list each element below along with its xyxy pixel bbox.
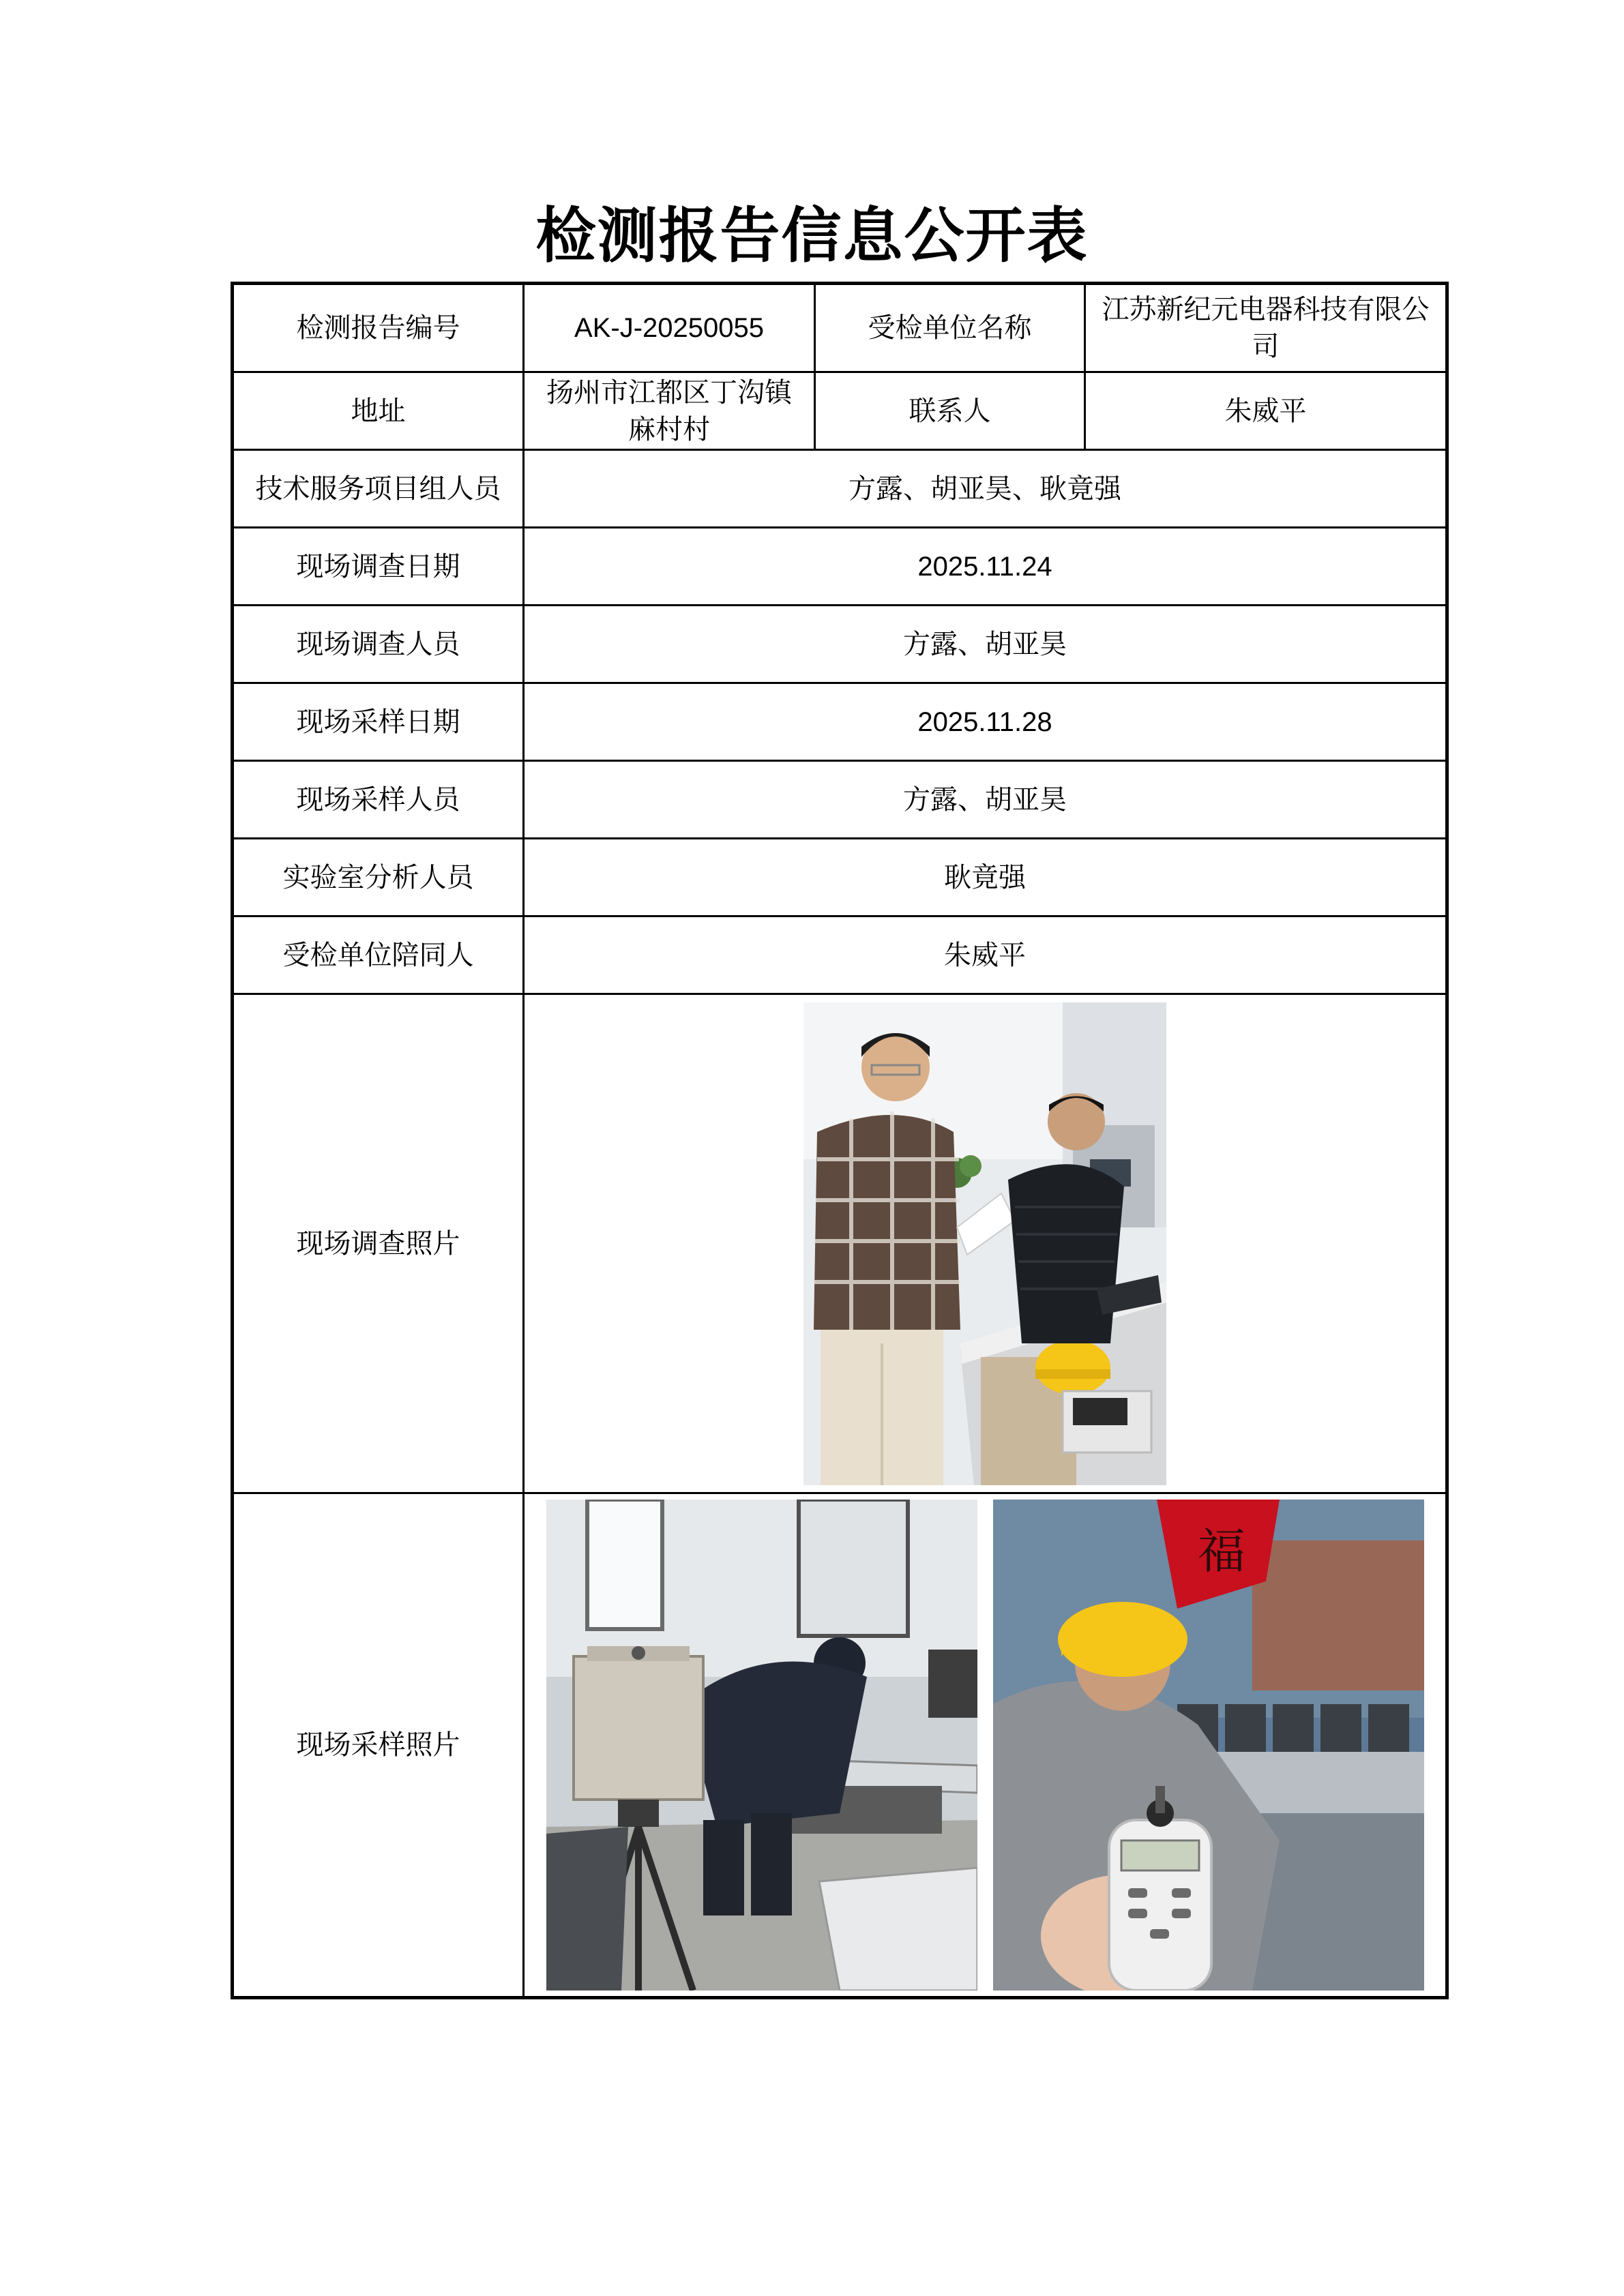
contact-label: 联系人 bbox=[815, 372, 1085, 450]
sampling-staff-label: 现场采样人员 bbox=[233, 761, 524, 839]
noise-meter-sampling-photo bbox=[993, 1500, 1424, 1991]
sampling-date-label: 现场采样日期 bbox=[233, 683, 524, 761]
table-row bbox=[233, 284, 1447, 372]
table-row bbox=[233, 683, 1447, 761]
table-row bbox=[233, 761, 1447, 839]
table-row bbox=[233, 606, 1447, 683]
survey-staff-label: 现场调查人员 bbox=[233, 606, 524, 683]
report-no-label: 检测报告编号 bbox=[233, 284, 524, 372]
survey-photo-label: 现场调查照片 bbox=[233, 994, 524, 1493]
report-info-table bbox=[231, 282, 1449, 1999]
table-row bbox=[233, 839, 1447, 916]
table-row bbox=[233, 994, 1447, 1493]
office-survey-photo bbox=[803, 1002, 1166, 1485]
unit-name-value: 江苏新纪元电器科技有限公司 bbox=[1085, 284, 1447, 372]
lab-staff-label: 实验室分析人员 bbox=[233, 839, 524, 916]
svg-text:福: 福 bbox=[1197, 1523, 1245, 1579]
team-label: 技术服务项目组人员 bbox=[233, 450, 524, 528]
survey-staff-value: 方露、胡亚昊 bbox=[524, 606, 1447, 683]
escort-value: 朱威平 bbox=[524, 916, 1447, 994]
lab-staff-value: 耿竟强 bbox=[524, 839, 1447, 916]
table-row bbox=[233, 528, 1447, 606]
table-row bbox=[233, 372, 1447, 450]
table-row bbox=[233, 916, 1447, 994]
sampling-staff-value: 方露、胡亚昊 bbox=[524, 761, 1447, 839]
contact-value: 朱威平 bbox=[1085, 372, 1447, 450]
welding-sampling-photo bbox=[546, 1500, 977, 1991]
sampling-photo-cell bbox=[524, 1493, 1447, 1998]
table-row bbox=[233, 450, 1447, 528]
team-value: 方露、胡亚昊、耿竟强 bbox=[524, 450, 1447, 528]
address-value: 扬州市江都区丁沟镇麻村村 bbox=[524, 372, 815, 450]
survey-date-value: 2025.11.24 bbox=[524, 528, 1447, 606]
survey-date-label: 现场调查日期 bbox=[233, 528, 524, 606]
page-title: 检测报告信息公开表 bbox=[535, 200, 1089, 271]
table-row bbox=[233, 1493, 1447, 1998]
survey-photo-cell bbox=[524, 994, 1447, 1493]
sampling-photo-label: 现场采样照片 bbox=[233, 1493, 524, 1998]
report-no-value: AK-J-20250055 bbox=[524, 284, 815, 372]
address-label: 地址 bbox=[233, 372, 524, 450]
unit-name-label: 受检单位名称 bbox=[815, 284, 1085, 372]
sampling-date-value: 2025.11.28 bbox=[524, 683, 1447, 761]
escort-label: 受检单位陪同人 bbox=[233, 916, 524, 994]
